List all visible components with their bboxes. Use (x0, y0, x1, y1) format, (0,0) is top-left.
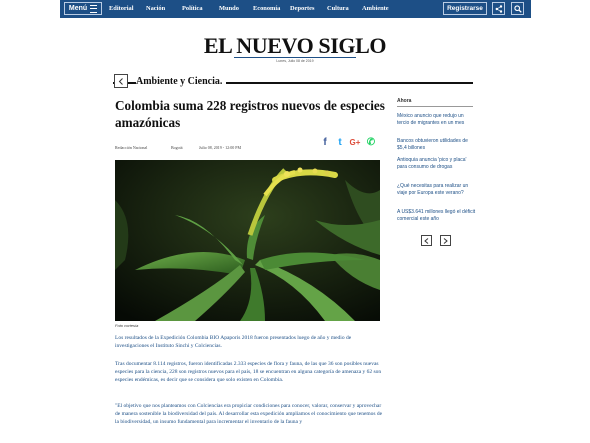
menu-button[interactable] (64, 2, 102, 15)
google-plus-share-button[interactable] (349, 136, 361, 148)
sidebar-news-item[interactable]: Bancos obtuvieron utilidades de $5,4 billones (397, 138, 468, 151)
sidebar-news-item[interactable]: A US$3.641 millones llegó el déficit comercial este año (397, 209, 476, 222)
section-title[interactable]: Ambiente y Ciencia. (136, 76, 226, 87)
sidebar-divider (397, 106, 473, 107)
twitter-share-button[interactable] (334, 136, 346, 148)
article-author[interactable]: Redacción Nacional (115, 145, 148, 150)
facebook-share-button[interactable] (319, 136, 331, 148)
bromeliad-photo (115, 160, 380, 321)
share-icon (495, 5, 503, 13)
sidebar-news-item[interactable]: Antioquia anuncia 'pico y placa' para consumo de drogas (397, 157, 467, 170)
site-logo[interactable]: EL NUEVO SIGLO (203, 33, 387, 58)
nav-link-politica[interactable]: Política (182, 5, 203, 12)
nav-link-deportes[interactable]: Deportes (290, 5, 315, 12)
search-icon (514, 5, 522, 13)
article-headline: Colombia suma 228 registros nuevos de especies amazónicas (115, 98, 385, 130)
sidebar-news-item[interactable]: ¿Qué necesitas para realizar un viaje por Europa este verano? (397, 183, 469, 196)
nav-link-ambiente[interactable]: Ambiente (362, 5, 389, 12)
chevron-left-icon (118, 78, 124, 85)
menu-label: Menú (68, 5, 88, 12)
twitter-icon: t (338, 136, 342, 148)
article-paragraph: Los resultados de la Expedición Colombia BIO Apaporis 2018 fueron presentados luego de año y medio de investigaciones el Instituto Sinchi y Colciencias. (115, 335, 352, 349)
sidebar-next-button[interactable] (440, 235, 451, 246)
photo-credit: Foto cortesía (115, 323, 139, 328)
share-button[interactable] (492, 2, 505, 15)
back-button[interactable] (114, 74, 128, 88)
sidebar-title: Ahora (397, 98, 412, 104)
google-plus-icon: G+ (349, 137, 361, 147)
whatsapp-share-button[interactable] (365, 136, 377, 148)
article-photo (115, 160, 380, 321)
register-button[interactable]: Registrarse (443, 2, 487, 15)
top-navigation-bar (60, 0, 531, 18)
chevron-right-icon (443, 238, 448, 244)
article-city: Bogotá (171, 145, 183, 150)
whatsapp-icon: ✆ (366, 136, 376, 148)
article-paragraph: "El objetivo que nos planteamos con Colciencias era propiciar condiciones para conocer, valorar, conservar y aprovechar de manera sostenible la biodiversidad del país. Al desarrollar esta expedición ampliamos el conocimiento que tenemos de la biodiversidad, un insumo fundamental para incrementar el inventario de la fauna y (115, 403, 383, 425)
facebook-icon: f (323, 136, 327, 148)
sidebar-news-item[interactable]: México anuncio que redujo un tercio de migrantes en un mes (397, 113, 465, 126)
nav-link-nacion[interactable]: Nación (146, 5, 166, 12)
sidebar-prev-button[interactable] (421, 235, 432, 246)
nav-link-economia[interactable]: Economía (253, 5, 281, 12)
nav-link-cultura[interactable]: Cultura (327, 5, 349, 12)
hamburger-icon (90, 5, 97, 13)
chevron-left-icon (424, 238, 429, 244)
dateline: Lunes, Julio 08 de 2019 (276, 59, 314, 63)
search-button[interactable] (511, 2, 524, 15)
nav-link-mundo[interactable]: Mundo (219, 5, 239, 12)
nav-link-editorial[interactable]: Editorial (109, 5, 134, 12)
logo-underline (234, 57, 356, 58)
article-date: Julio 08, 2019 - 12:00 PM (199, 145, 242, 150)
article-paragraph: Tras documentar 8.114 registros, fueron identificadas 2.333 especies de flora y fauna, de las que 36 son posibles nuevas especies para la ciencia, 228 son registros nuevos para el país, 18 se encuentran en alguna categoría de amenaza y 62 son especies endémicas, es decir que se considera que solo existen en Colombia. (115, 361, 382, 383)
